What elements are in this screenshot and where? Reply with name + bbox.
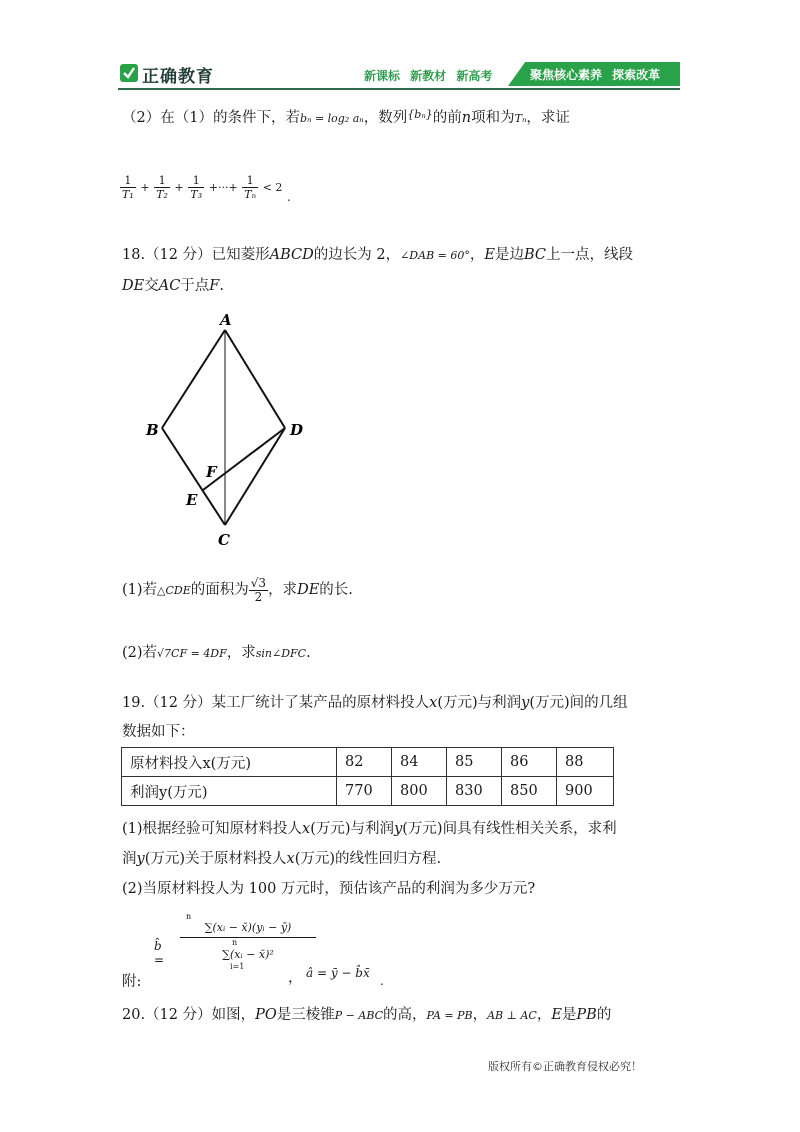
plus-sign: +: [174, 181, 184, 194]
b-numerator: ∑(xᵢ − x̄)(yᵢ − ȳ): [180, 921, 316, 938]
q18-line1: 18.（12 分）已知菱形ABCD的边长为 2，∠DAB = 60°，E是边BC上一点，线段: [122, 247, 633, 263]
label-c: C: [218, 531, 230, 549]
plus-sign: +: [140, 181, 150, 194]
rhombus-name: ABCD: [269, 247, 314, 263]
q19-part1-line2: 润y(万元)关于原材料投人x(万元)的线性回归方程.: [122, 851, 442, 867]
row-label: 原材料投入x(万元): [122, 748, 337, 777]
table-row: [122, 748, 614, 777]
copyright-footer: 版权所有©正确教育侵权必究！: [488, 1060, 642, 1073]
rhombus-diagram: [140, 305, 320, 555]
table-cell: 85: [447, 748, 502, 777]
table-row: [122, 777, 614, 806]
q17-text: ，数列: [363, 110, 408, 126]
q17-part2-line: [122, 105, 570, 129]
formula-period: .: [380, 974, 384, 988]
q17-part2-prefix: （2）在（1）的条件下，若: [122, 110, 300, 126]
eq-cf-df: √7CF = 4DF: [157, 647, 227, 660]
table-cell: 830: [447, 777, 502, 806]
q17-tn: Tₙ: [514, 112, 527, 125]
data-table: [121, 747, 614, 806]
q19-line1: 19.（12 分）某工厂统计了某产品的原材料投人x(万元)与利润y(万元)间的几组: [122, 695, 628, 711]
pa-eq-pb: PA = PB: [426, 1009, 473, 1022]
q18-part1: (1)若△CDE的面积为 $\frac{√3}{2}$ ，求DE的长.: [122, 575, 353, 604]
q19-line2: 数据如下：: [122, 724, 195, 740]
triangle-cde: △CDE: [157, 584, 191, 597]
edge-ab: [162, 330, 225, 428]
a-hat-formula: â = ȳ − b̂x̄: [306, 966, 370, 980]
q17-seq: {bₙ}: [407, 108, 433, 121]
edge-dc: [225, 428, 285, 525]
pyramid-name: P − ABC: [334, 1009, 384, 1022]
q17-n: n: [461, 110, 472, 126]
header-rule: [118, 88, 680, 90]
b-fraction: n ∑(xᵢ − x̄)(yᵢ − ȳ) n ∑(xᵢ − x̄)² i=1: [180, 912, 316, 971]
header-banner-text: 聚焦核心素养 探索改革: [530, 68, 661, 82]
b-denominator: ∑(xᵢ − x̄)²: [222, 948, 274, 961]
q18-part2: (2)若√7CF = 4DF，求sin∠DFC.: [122, 645, 311, 661]
less-than-two: < 2: [262, 181, 283, 194]
label-b: B: [146, 421, 159, 439]
angle-dab: ∠DAB = 60°: [400, 249, 470, 262]
q17-inequality: [120, 172, 291, 212]
logo-check-icon: [120, 64, 138, 82]
b-hat: b̂ =: [154, 939, 165, 967]
q20-line1: 20.（12 分）如图，PO是三棱锥P − ABC的高，PA = PB，AB ⊥ AC，E是PB的: [122, 1007, 612, 1023]
table-cell: 84: [392, 748, 447, 777]
table-cell: 850: [502, 777, 557, 806]
table-cell: 82: [337, 748, 392, 777]
label-d: D: [290, 421, 304, 439]
table-cell: 770: [337, 777, 392, 806]
fu-label: 附:: [122, 974, 142, 990]
q17-text: 的前: [432, 110, 462, 126]
edge-ad: [225, 330, 285, 428]
header-tagline: 新课标 新教材 新高考: [364, 69, 493, 83]
dots: +···+: [208, 181, 238, 194]
table-cell: 86: [502, 748, 557, 777]
frac-2: $\frac{1}{\text{T₂}}$: [156, 173, 168, 201]
q17-bn-formula: bₙ = log₂ aₙ: [299, 112, 364, 125]
label-e: E: [186, 491, 198, 509]
q19-part2: (2)当原材料投人为 100 万元时，预估该产品的利润为多少万元?: [122, 881, 536, 897]
frac-1: $\frac{1}{\text{T₁}}$: [122, 173, 134, 201]
q17-text: 项和为: [471, 110, 515, 126]
row-label: 利润y(万元): [122, 777, 337, 806]
frac-n: $\frac{1}{\text{Tₙ}}$: [244, 173, 257, 201]
ab-perp-ac: AB ⊥ AC: [487, 1009, 537, 1022]
table-cell: 88: [557, 748, 614, 777]
table-cell: 800: [392, 777, 447, 806]
q19-part1-line1: (1)根据经验可知原材料投人x(万元)与利润y(万元)间具有线性相关关系，求利: [122, 821, 617, 837]
label-a: A: [220, 311, 232, 329]
sin-dfc: sin∠DFC: [255, 647, 307, 660]
q18-line2: DE交AC于点F.: [122, 278, 224, 294]
brand-name: 正确教育: [142, 67, 214, 87]
label-f: F: [206, 463, 217, 481]
q17-text: ，求证: [526, 110, 570, 126]
period: .: [287, 190, 291, 204]
fraction-sqrt3-over-2: $\frac{√3}{2}$: [250, 575, 267, 604]
table-cell: 900: [557, 777, 614, 806]
formula-comma: ，: [288, 970, 303, 986]
frac-3: $\frac{1}{\text{T₃}}$: [190, 173, 203, 201]
